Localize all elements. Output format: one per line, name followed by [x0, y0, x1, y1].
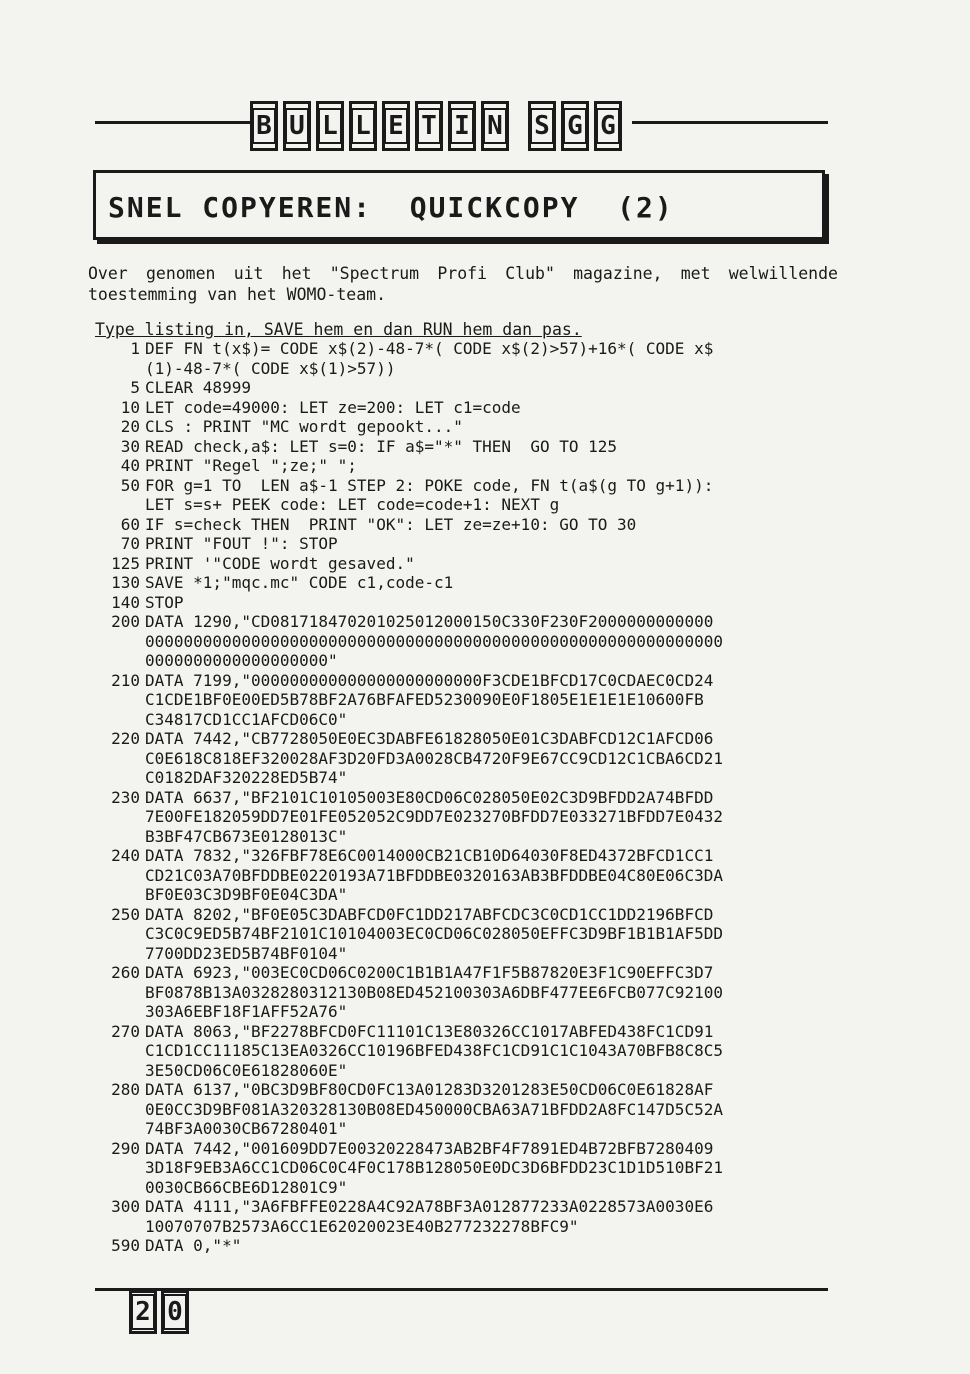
intro-paragraph: Over genomen uit het "Spectrum Profi Club" magazine, met welwillende toestemming van het WOMO-team.	[88, 264, 838, 304]
logo-letter: N	[483, 108, 507, 144]
line-code	[140, 671, 860, 730]
line-code	[140, 339, 860, 378]
logo-letter-box	[481, 101, 509, 151]
line-number: 220	[111, 729, 140, 748]
code-line: DATA 7832,"326FBF78E6C0014000CB21CB10D64030F8ED4372BFCD1CC1	[145, 846, 714, 865]
line-number: 250	[111, 904, 140, 924]
header-rule-right	[632, 121, 828, 124]
line-number: 200	[111, 612, 140, 631]
code-line: PRINT "FOUT !": STOP	[145, 534, 338, 553]
listing-row	[100, 729, 860, 788]
line-code	[140, 573, 860, 593]
line-number: 270	[111, 1021, 140, 1041]
logo-letter-box	[594, 101, 622, 151]
logo-letter-box	[250, 101, 278, 151]
code-line: DATA 7199,"000000000000000000000000F3CDE1BFCD17C0CDAEC0CD24	[145, 670, 714, 690]
logo-letter: T	[417, 108, 441, 144]
line-code	[140, 593, 860, 613]
listing-row	[100, 846, 860, 905]
code-line: 0030CB66CBE6D12801C9"	[145, 1177, 348, 1197]
line-code	[140, 456, 860, 476]
code-line: DATA 0,"*"	[145, 1236, 242, 1255]
line-code	[140, 963, 860, 1022]
logo-letter: E	[384, 108, 408, 144]
listing-row	[100, 788, 860, 847]
logo-letter: L	[351, 108, 375, 144]
listing-row	[100, 515, 860, 535]
listing-row	[100, 612, 860, 671]
logo-letter-box	[448, 101, 476, 151]
code-line: C1CD1CC11185C13EA0326CC10196BFED438FC1CD91C1C1043A70BFB8C8C5	[145, 1041, 723, 1060]
code-line: CLS : PRINT "MC wordt gepookt..."	[145, 417, 463, 436]
listing-row	[100, 593, 860, 613]
listing-row	[100, 534, 860, 554]
listing-row	[100, 476, 860, 515]
listing-row	[100, 1022, 860, 1081]
listing-row	[100, 398, 860, 418]
code-line: 303A6EBF18F1AFF52A76"	[145, 1002, 348, 1021]
logo-letter-box	[316, 101, 344, 151]
code-line: C0E618C818EF320028AF3D20FD3A0028CB4720F9E67CC9CD12C1CBA6CD21	[145, 748, 723, 768]
code-line: DATA 6137,"0BC3D9BF80CD0FC13A01283D3201283E50CD06C0E61828AF	[145, 1080, 714, 1099]
line-code	[140, 612, 860, 671]
code-line: DATA 8063,"BF2278BFCD0FC11101C13E80326CC1017ABFED438FC1CD91	[145, 1021, 714, 1041]
listing-row	[100, 963, 860, 1022]
article-title-box	[93, 170, 825, 240]
listing-row	[100, 671, 860, 730]
code-line: FOR g=1 TO LEN a$-1 STEP 2: POKE code, FN t(a$(g TO g+1)):	[145, 475, 714, 495]
code-line: C0182DAF320228ED5B74"	[145, 768, 348, 787]
line-number: 70	[120, 534, 140, 553]
listing-row	[100, 339, 860, 378]
page-digit-box	[161, 1290, 189, 1334]
line-code	[140, 476, 860, 515]
code-line: BF0E03C3D9BF0E04C3DA"	[145, 885, 348, 904]
code-line: 0000000000000000000"	[145, 651, 338, 670]
listing-row	[100, 378, 860, 398]
line-number: 230	[111, 787, 140, 807]
line-code	[140, 1236, 860, 1256]
line-number: 210	[111, 670, 140, 690]
code-line: DATA 1290,"CD081718470201025012000150C330F230F2000000000000	[145, 612, 714, 631]
footer-rule	[95, 1288, 828, 1291]
line-number: 1	[130, 339, 140, 358]
logo-letter: U	[285, 108, 309, 144]
listing-row	[100, 1236, 860, 1256]
code-line: LET s=s+ PEEK code: LET code=code+1: NEXT g	[145, 495, 560, 514]
logo-letter: L	[318, 108, 342, 144]
line-number: 140	[111, 592, 140, 612]
line-number: 30	[120, 436, 140, 456]
code-line: B3BF47CB673E0128013C"	[145, 826, 348, 846]
listing-row	[100, 554, 860, 574]
line-number: 50	[120, 475, 140, 495]
code-line: CLEAR 48999	[145, 378, 251, 397]
line-number: 260	[111, 963, 140, 982]
line-code	[140, 1139, 860, 1198]
listing-row	[100, 573, 860, 593]
listing-row	[100, 456, 860, 476]
logo-letter-box	[528, 101, 556, 151]
line-code	[140, 846, 860, 905]
line-number: 20	[120, 417, 140, 436]
line-number: 5	[130, 378, 140, 397]
code-line: DATA 6637,"BF2101C10105003E80CD06C028050E02C3D9BFDD2A74BFDD	[145, 787, 714, 807]
line-number: 300	[111, 1197, 140, 1216]
code-line: BF0878B13A0328280312130B08ED452100303A6DBF477EE6FCB077C92100	[145, 982, 723, 1002]
code-line: CD21C03A70BFDDBE0220193A71BFDDBE0320163AB3BFDDBE04C80E06C3DA	[145, 865, 723, 885]
line-code	[140, 729, 860, 788]
logo-letter: B	[252, 108, 276, 144]
line-code	[140, 398, 860, 418]
logo-letter-box	[561, 101, 589, 151]
line-number: 590	[111, 1236, 140, 1255]
logo-letter: G	[596, 108, 620, 144]
logo-letter-box	[283, 101, 311, 151]
logo-letter: S	[530, 108, 554, 144]
line-code	[140, 437, 860, 457]
listing-row	[100, 417, 860, 437]
code-line: 3E50CD06C0E61828060E"	[145, 1060, 348, 1080]
listing-row	[100, 437, 860, 457]
code-line: DATA 6923,"003EC0CD06C0200C1B1B1A47F1F5B87820E3F1C90EFFC3D7	[145, 963, 714, 982]
line-code	[140, 515, 860, 535]
line-code	[140, 905, 860, 964]
page-digit: 0	[163, 1294, 187, 1330]
code-line: (1)-48-7*( CODE x$(1)>57))	[145, 358, 396, 378]
code-line: 7700DD23ED5B74BF0104"	[145, 943, 348, 963]
line-code	[140, 1080, 860, 1139]
line-number: 40	[120, 456, 140, 475]
logo-letter-box	[349, 101, 377, 151]
code-line: DATA 7442,"001609DD7E00320228473AB2BF4F7891ED4B72BFB7280409	[145, 1138, 714, 1158]
line-number: 280	[111, 1080, 140, 1099]
line-number: 10	[120, 397, 140, 417]
listing-row	[100, 1080, 860, 1139]
code-line: DATA 8202,"BF0E05C3DABFCD0FC1DD217ABFCDC3C0CD1CC1DD2196BFCD	[145, 904, 714, 924]
header-rule-left	[95, 121, 250, 124]
code-line: PRINT '"CODE wordt gesaved."	[145, 553, 415, 573]
line-number: 290	[111, 1138, 140, 1158]
line-code	[140, 378, 860, 398]
code-line: STOP	[145, 592, 184, 612]
code-line: 74BF3A0030CB67280401"	[145, 1119, 348, 1138]
line-number: 240	[111, 846, 140, 865]
code-line: 000000000000000000000000000000000000000000000000000000000000	[145, 631, 723, 651]
page-digit: 2	[131, 1294, 155, 1330]
basic-listing	[100, 339, 860, 1256]
code-line: 10070707B2573A6CC1E62020023E40B277232278BFC9"	[145, 1216, 579, 1236]
code-line: 0E0CC3D9BF081A320328130B08ED450000CBA63A71BFDD2A8FC147D5C52A	[145, 1099, 723, 1119]
listing-row	[100, 905, 860, 964]
page-digit-box	[129, 1290, 157, 1334]
line-code	[140, 1197, 860, 1236]
code-line: DEF FN t(x$)= CODE x$(2)-48-7*( CODE x$(2)>57)+16*( CODE x$	[145, 339, 714, 358]
code-line: C34817CD1CC1AFCD06C0"	[145, 709, 348, 729]
code-line: DATA 4111,"3A6FBFFE0228A4C92A78BF3A012877233A0228573A0030E6	[145, 1197, 714, 1216]
line-code	[140, 788, 860, 847]
code-line: DATA 7442,"CB7728050E0EC3DABFE61828050E01C3DABFCD12C1AFCD06	[145, 729, 714, 748]
code-line: SAVE *1;"mqc.mc" CODE c1,code-c1	[145, 573, 454, 592]
code-line: IF s=check THEN PRINT "OK": LET ze=ze+10: GO TO 30	[145, 514, 637, 534]
page-number	[129, 1290, 189, 1334]
bulletin-logo	[250, 101, 622, 151]
code-line: 7E00FE182059DD7E01FE052052C9DD7E023270BFDD7E033271BFDD7E0432	[145, 807, 723, 826]
listing-row	[100, 1197, 860, 1236]
logo-letter: G	[563, 108, 587, 144]
listing-row	[100, 1139, 860, 1198]
logo-letter-box	[415, 101, 443, 151]
code-line: C3C0C9ED5B74BF2101C10104003EC0CD06C028050EFFC3D9BF1B1B1AF5DD	[145, 924, 723, 943]
article-title: SNEL COPYEREN: QUICKCOPY (2)	[108, 191, 674, 224]
logo-letter-box	[382, 101, 410, 151]
line-code	[140, 417, 860, 437]
code-line: C1CDE1BF0E00ED5B78BF2A76BFAFED5230090E0F1805E1E1E1E10600FB	[145, 690, 704, 709]
line-code	[140, 1022, 860, 1081]
instruction-line: Type listing in, SAVE hem en dan RUN hem dan pas.	[95, 320, 582, 339]
code-line: LET code=49000: LET ze=200: LET c1=code	[145, 397, 521, 417]
code-line: PRINT "Regel ";ze;" ";	[145, 456, 357, 475]
line-code	[140, 534, 860, 554]
line-number: 130	[111, 573, 140, 592]
code-line: READ check,a$: LET s=0: IF a$="*" THEN GO TO 125	[145, 436, 618, 456]
logo-letter: I	[450, 108, 474, 144]
line-code	[140, 554, 860, 574]
line-number: 60	[120, 514, 140, 534]
code-line: 3D18F9EB3A6CC1CD06C0C4F0C178B128050E0DC3D6BFDD23C1D1D510BF21	[145, 1158, 723, 1177]
line-number: 125	[111, 553, 140, 573]
